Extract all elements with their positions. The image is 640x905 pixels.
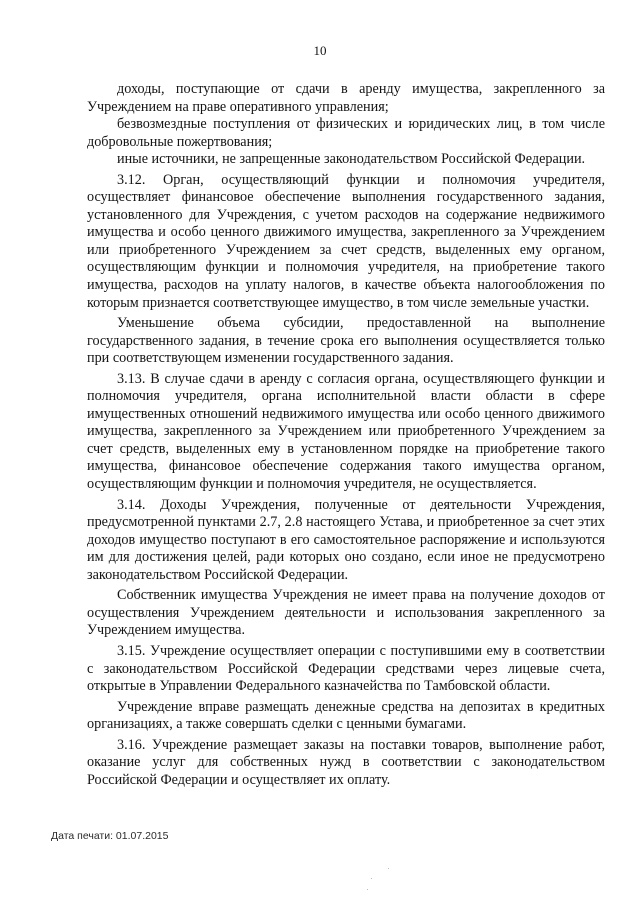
paragraph-3-15: 3.15. Учреждение осуществляет операции с поступившими ему в соответствии с законодательством Российской Федерации средствами через лицевые счета, открытые в Управлении Федерального казначейства по Тамбовской области. <box>87 642 605 695</box>
document-body <box>87 81 605 789</box>
scan-speck <box>388 868 389 869</box>
paragraph-other-sources: иные источники, не запрещенные законодательством Российской Федерации. <box>117 151 586 168</box>
paragraph-subsidy-reduction: Уменьшение объема субсидии, предоставленной на выполнение государственного задания, в течение срока его выполнения осуществляется только при соответствующем изменении государственного задания. <box>87 315 605 367</box>
scan-speck <box>371 878 372 879</box>
paragraph-3-12: 3.12. Орган, осуществляющий функции и полномочия учредителя, осуществляет финансовое обеспечение выполнения государственного задания, установленного для Учреждения, с учетом расходов на содержание недвижимого имущества и особо ценного движимого имущества, закрепленного за Учреждением или приобретенного Учреждением за счет средств, выделенных ему органом, осуществляющим функции и полномочия учредителя, на приобретение такого имущества, расходов на уплату налогов, в качестве объекта налогообложения по которым признается соответствующее имущество, в том числе земельные участки. <box>87 171 605 311</box>
paragraph-3-14: 3.14. Доходы Учреждения, полученные от деятельности Учреждения, предусмотренной пунктами 2.7, 2.8 настоящего Устава, и приобретенное за счет этих доходов имущество поступают в его самостоятельное распоряжение и используются им для достижения целей, ради которых оно создано, если иное не предусмотрено законодательством Российской Федерации. <box>87 496 605 583</box>
paragraph-deposits: Учреждение вправе размещать денежные средства на депозитах в кредитных организациях, а также совершать сделки с ценными бумагами. <box>87 698 605 733</box>
scan-speck <box>367 889 368 890</box>
page-number: 10 <box>313 43 327 58</box>
paragraph-owner-rights: Собственник имущества Учреждения не имеет права на получение доходов от осуществления Учреждением деятельности и использования закрепленного за Учреждением имущества. <box>87 587 605 639</box>
paragraph-3-16: 3.16. Учреждение размещает заказы на поставки товаров, выполнение работ, оказание услуг для собственных нужд в соответствии с законодательством Российской Федерации и осуществляет их оплату. <box>87 736 605 788</box>
paragraph-3-13: 3.13. В случае сдачи в аренду с согласия органа, осуществляющего функции и полномочия учредителя, органа исполнительной власти области в сфере имущественных отношений недвижимого имущества или особо ценного движимого имущества, закрепленного за Учреждением или приобретенного Учреждением за счет средств, выделенных ему в установленном порядке на приобретение такого имущества, финансовое обеспечение содержания такого имущества органом, осуществляющим функции и полномочия учредителя, не осуществляется. <box>87 370 605 493</box>
print-date: Дата печати: 01.07.2015 <box>51 830 169 842</box>
paragraph-donations: безвозмездные поступления от физических и юридических лиц, в том числе добровольные пожертвования; <box>87 116 605 150</box>
paragraph-rental-income: доходы, поступающие от сдачи в аренду имущества, закрепленного за Учреждением на праве оперативного управления; <box>87 81 605 115</box>
